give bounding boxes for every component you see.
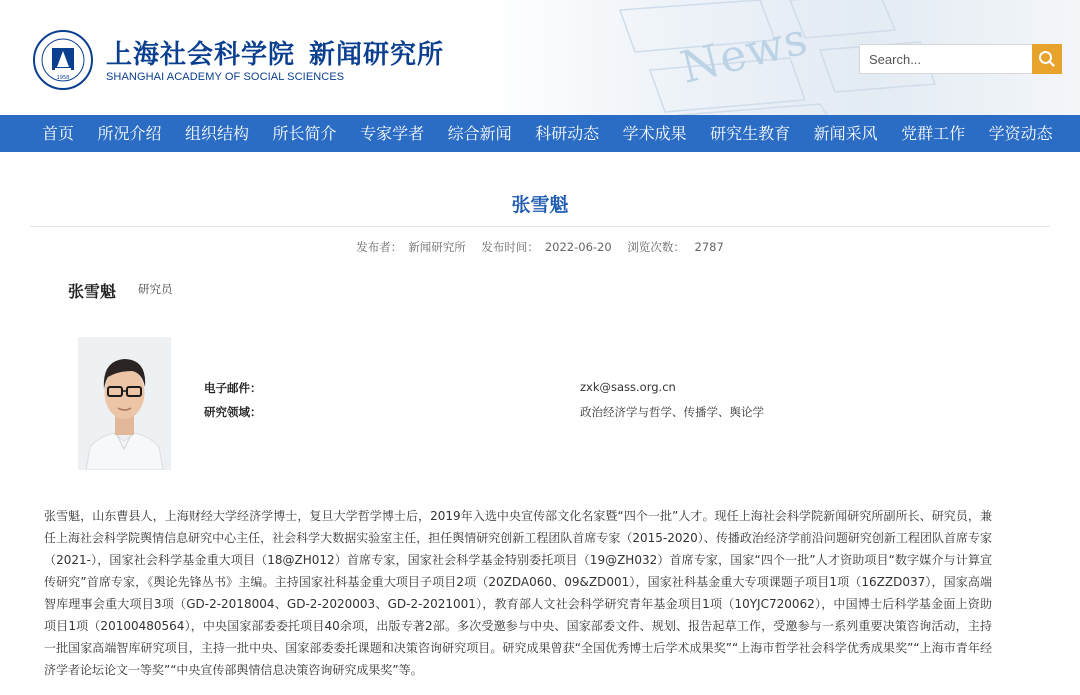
publish-date: 发布时间： 2022-06-20 (481, 240, 612, 254)
profile-photo (78, 337, 171, 470)
biography-text: 张雪魁，山东曹县人，上海财经大学经济学博士，复旦大学哲学博士后，2019年入选中央宣传部文化名家暨“四个一批”人才。现任上海社会科学院新闻研究所副所长、研究员，兼任上海社会科学院舆情信息研究中心主任，社会科学大数据实验室主任，担任舆情研究创新工程团队首席专家（2015-2020）、传播政治经济学前沿问题研究创新工程团队首席专家（2021-），国家社会科学基金重大项目（18@ZH012）首席专家，国家社会科学基金特别委托项目（19@ZH032）首席专家，国家“四个一批”人才资助项目“数字媒介与计算宣传研究”首席专家，《舆论先锋丛书》主编。主持国家社科基金重大项目子项目2项（20ZDA060、09&ZD001），国家社科基金重大专项课题子项目1项（16ZZD037），国家高端智库理事会重大项目3项（GD-2-2018004、GD-2-2020003、GD-2-2021001），教育部人文社会科学研究青年基金项目1项（10YJC720062），中国博士后科学基金面上资助项目1项（20100480564），中央国家部委委托项目40余项，出版专著2部。多次受邀参与中央、国家部委文件、规划、报告起草工作，受邀参与一系列重要决策咨询活动，主持一批国家高端智库研究项目，主持一批中央、国家部委委托课题和决策咨询研究项目。研究成果曾获“全国优秀博士后学术成果奖”“上海市哲学社会科学优秀成果奖”“上海市青年经济学者论坛论文一等奖”“中央宣传部舆情信息决策咨询研究成果奖”等。 (44, 509, 992, 677)
search-icon (1032, 44, 1062, 74)
email-value[interactable]: zxk@sass.org.cn (580, 380, 676, 394)
nav-item-research[interactable]: 科研动态 (535, 124, 600, 143)
search-box (859, 44, 1062, 74)
org-name: 上海社会科学院 (106, 40, 296, 70)
logo-year: 1958 (56, 75, 70, 81)
site-title-english: SHANGHAI ACADEMY OF SOCIAL SCIENCES (106, 71, 345, 83)
site-title[interactable] (106, 34, 444, 71)
profile-title: 研究员 (138, 282, 173, 296)
nav-item-achievements[interactable]: 学术成果 (622, 124, 687, 143)
article-meta (0, 239, 1080, 255)
institute-name: 新闻研究所 (309, 40, 445, 70)
nav-item-news[interactable]: 综合新闻 (447, 124, 512, 143)
view-count: 浏览次数： 2787 (627, 240, 724, 254)
academy-logo[interactable] (33, 30, 93, 90)
nav-item-experts[interactable]: 专家学者 (360, 124, 425, 143)
nav-item-director[interactable]: 所长简介 (272, 124, 337, 143)
email-label: 电子邮件： (204, 381, 262, 395)
nav-item-about[interactable]: 所况介绍 (97, 124, 162, 143)
profile-name: 张雪魁 (68, 282, 117, 301)
title-divider (30, 226, 1050, 227)
nav-item-organization[interactable]: 组织结构 (185, 124, 250, 143)
publisher: 发布者： 新闻研究所 (356, 240, 466, 254)
site-header (0, 0, 1080, 115)
nav-item-home[interactable]: 首页 (42, 124, 75, 143)
nav-item-party[interactable]: 党群工作 (901, 124, 966, 143)
search-input[interactable] (859, 44, 1033, 74)
search-button[interactable] (1032, 44, 1062, 74)
main-nav (0, 115, 1080, 152)
nav-item-gallery[interactable]: 新闻采风 (813, 124, 878, 143)
nav-item-academic[interactable]: 学资动态 (988, 124, 1053, 143)
research-field-value: 政治经济学与哲学、传播学、舆论学 (580, 405, 764, 419)
article-title: 张雪魁 (511, 194, 569, 216)
news-banner-text: News (675, 13, 814, 94)
nav-item-graduate[interactable]: 研究生教育 (710, 124, 791, 143)
research-field-label: 研究领域： (204, 405, 262, 419)
